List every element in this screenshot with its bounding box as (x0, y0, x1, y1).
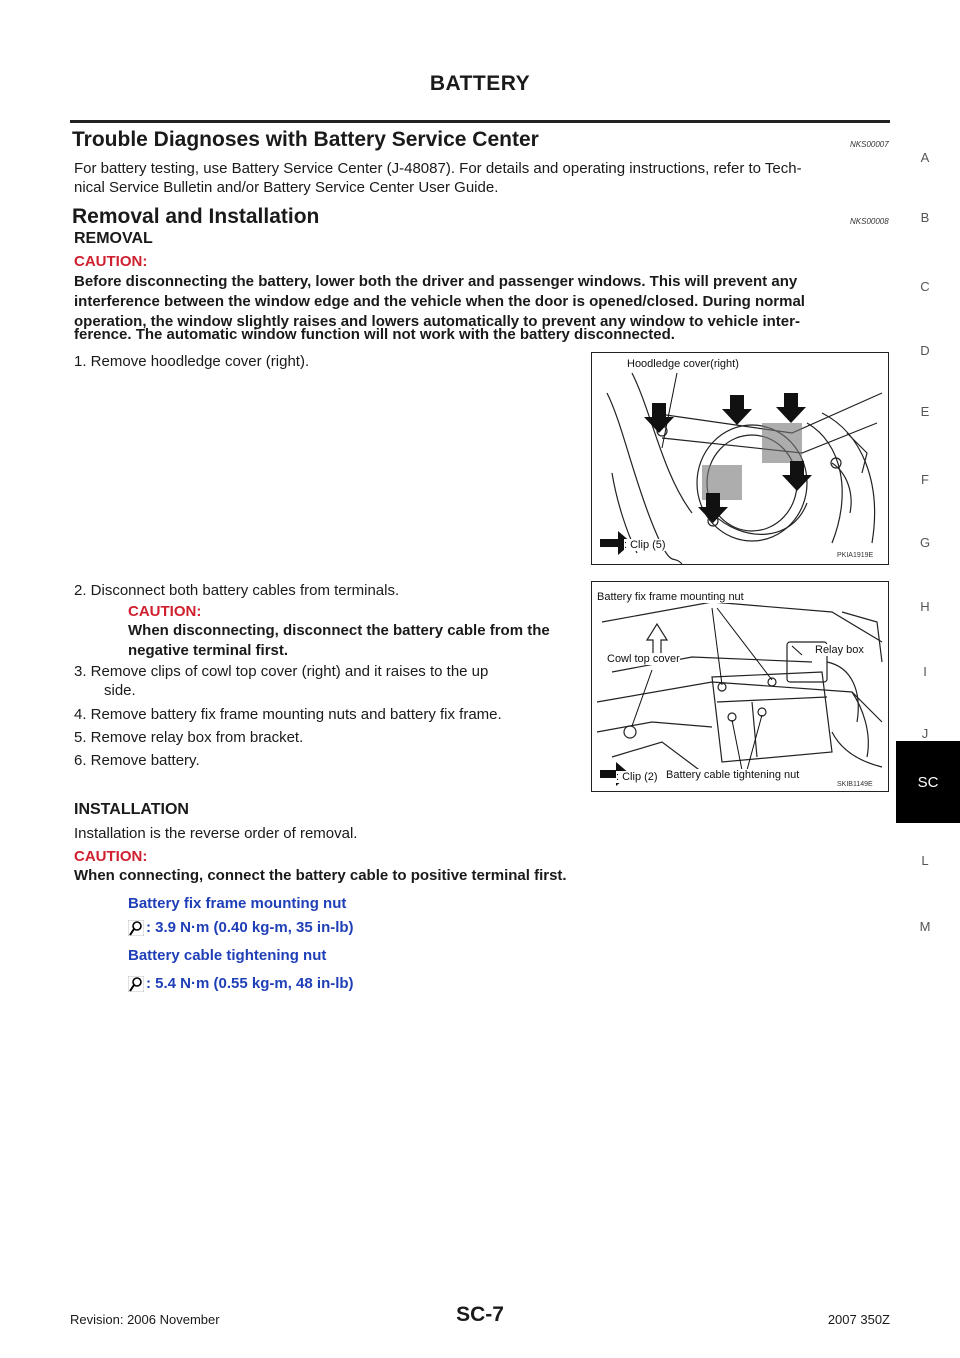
index-letter-i[interactable]: I (923, 664, 927, 679)
step-2-caution-line2: negative terminal first. (128, 642, 289, 659)
spec1-label: Battery fix frame mounting nut (128, 895, 347, 912)
spec2-label: Battery cable tightening nut (128, 947, 327, 964)
step-2-caution-label: CAUTION: (128, 603, 202, 620)
footer-revision: Revision: 2006 November (70, 1312, 220, 1327)
spec1-value: : 3.9 N·m (0.40 kg-m, 35 in-lb) (146, 919, 354, 936)
index-letter-f[interactable]: F (921, 472, 929, 487)
page-title: BATTERY (429, 72, 531, 95)
trouble-body-line1: For battery testing, use Battery Service Center (J-48087). For details and operating instructions, refer to Tech- (74, 160, 802, 177)
figure-battery (591, 581, 889, 792)
index-letter-g[interactable]: G (919, 535, 931, 550)
footer-page-number: SC-7 (456, 1303, 504, 1326)
title-divider (70, 120, 890, 123)
step-2: 2. Disconnect both battery cables from terminals. (74, 582, 400, 599)
fig1-label-hoodledge: Hoodledge cover(right) (627, 358, 739, 370)
trouble-body-line2: nical Service Bulletin and/or Battery Service Center User Guide. (74, 179, 499, 196)
fig2-label-nut: Battery fix frame mounting nut (597, 591, 744, 603)
step-2-caution-line1: When disconnecting, disconnect the battery cable from the (128, 622, 550, 639)
subheading-installation: INSTALLATION (74, 801, 189, 818)
fig2-legend: : Clip (2) (616, 771, 658, 783)
fig2-label-cowl: Cowl top cover (607, 653, 680, 665)
index-letter-e[interactable]: E (920, 404, 930, 419)
fig2-label-relay: Relay box (815, 644, 864, 656)
spec2-value: : 5.4 N·m (0.55 kg-m, 48 in-lb) (146, 975, 354, 992)
footer-model: 2007 350Z (827, 1312, 890, 1327)
index-tab-sc-active[interactable]: SC (896, 741, 960, 823)
section-code-trouble: NKS00007 (850, 140, 889, 149)
index-letter-d[interactable]: D (920, 343, 930, 358)
index-letter-a[interactable]: A (920, 150, 930, 165)
torque-wrench-icon (128, 920, 144, 936)
cowl-up-arrow-icon (647, 624, 667, 654)
fig1-code: PKIA1919E (837, 552, 874, 559)
spec2-row (128, 975, 354, 992)
battery-illustration (592, 582, 888, 791)
section-heading-trouble: Trouble Diagnoses with Battery Service Center (72, 128, 539, 151)
caution-line-3: operation, the window slightly raises and lowers automatically to prevent any window to vehicle inter- (74, 313, 800, 330)
caution-line-2: interference between the window edge and the vehicle when the door is opened/closed. During normal (74, 293, 805, 310)
index-letter-j[interactable]: J (921, 726, 929, 741)
figure-hoodledge (591, 352, 889, 565)
section-heading-removal: Removal and Installation (72, 205, 320, 228)
caution-label-removal: CAUTION: (74, 253, 148, 270)
step-1: 1. Remove hoodledge cover (right). (74, 353, 310, 370)
installation-body: Installation is the reverse order of removal. (74, 825, 358, 842)
torque-wrench-icon (128, 976, 144, 992)
index-letter-h[interactable]: H (920, 599, 930, 614)
hoodledge-illustration (592, 353, 888, 564)
step-6: 6. Remove battery. (74, 752, 200, 769)
step-3-line1: 3. Remove clips of cowl top cover (right) and it raises to the up (74, 663, 489, 680)
fig2-label-cable: Battery cable tightening nut (666, 769, 800, 781)
step-5: 5. Remove relay box from bracket. (74, 729, 304, 746)
section-code-removal: NKS00008 (850, 217, 889, 226)
caution-line-1: Before disconnecting the battery, lower both the driver and passenger windows. This will prevent any (74, 273, 798, 290)
fig1-legend: : Clip (5) (624, 539, 666, 551)
caution-text-installation: When connecting, connect the battery cable to positive terminal first. (74, 867, 567, 884)
caution-line-4: ference. The automatic window function will not work with the battery disconnected. (74, 326, 675, 343)
index-letter-c[interactable]: C (920, 279, 930, 294)
step-4: 4. Remove battery fix frame mounting nuts and battery fix frame. (74, 706, 502, 723)
step-3-line2: side. (104, 682, 136, 699)
fig2-code: SKIB1149E (837, 781, 873, 788)
subheading-removal: REMOVAL (74, 230, 153, 247)
spec1-row (128, 919, 354, 936)
index-letter-l[interactable]: L (921, 853, 929, 868)
index-letter-m[interactable]: M (919, 919, 931, 934)
index-letter-b[interactable]: B (920, 210, 930, 225)
caution-label-installation: CAUTION: (74, 848, 148, 865)
